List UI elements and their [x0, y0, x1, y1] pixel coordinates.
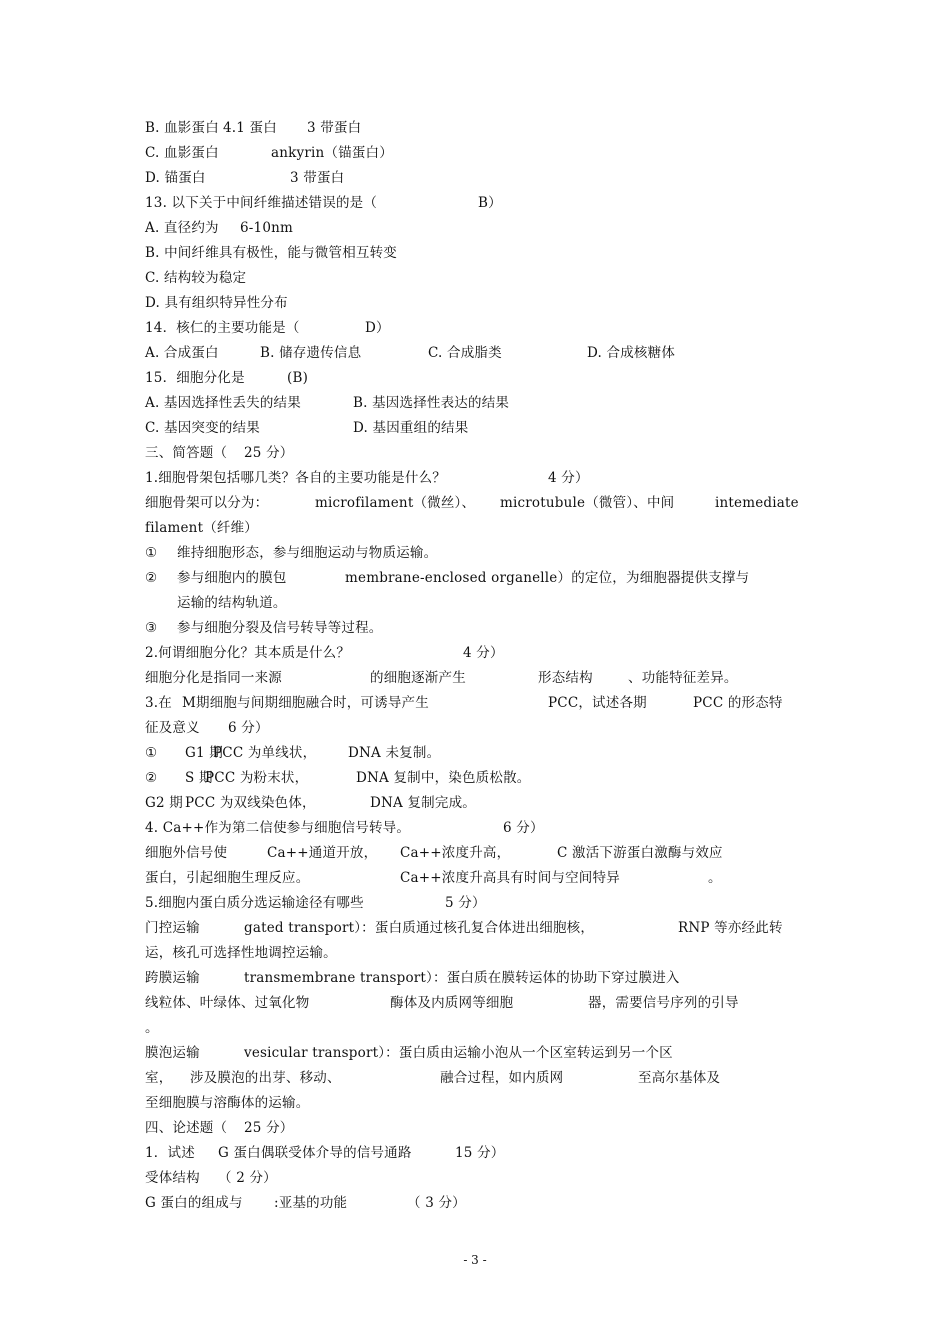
text-segment: ① — [145, 545, 158, 561]
text-segment: （ 3 分） — [407, 1195, 466, 1211]
page-number: - 3 - — [463, 1253, 487, 1267]
text-line — [0, 618, 950, 638]
text-segment: 维持细胞形态，参与细胞运动与物质运输。 — [177, 545, 438, 561]
text-line — [0, 1118, 950, 1138]
text-segment: 三、简答题（ — [145, 445, 228, 461]
text-segment: 25 分） — [244, 445, 294, 461]
text-segment: C. 结构较为稳定 — [145, 270, 247, 286]
text-segment: 25 分） — [244, 1120, 294, 1136]
text-segment: 4 分） — [463, 645, 504, 661]
text-segment: 器，需要信号序列的引导 — [588, 995, 739, 1011]
text-segment: B） — [478, 195, 502, 211]
text-line — [0, 468, 950, 488]
text-segment: 14．核仁的主要功能是（ — [145, 320, 300, 336]
text-segment: PCC 为双线染色体， — [185, 795, 316, 811]
text-segment: （ 2 分） — [218, 1170, 277, 1186]
text-line — [0, 593, 950, 613]
text-segment: 至细胞膜与溶酶体的运输。 — [145, 1095, 310, 1111]
text-segment: ② — [145, 570, 158, 586]
text-segment: 6 分） — [503, 820, 544, 836]
text-segment: 6 分） — [228, 720, 269, 736]
text-segment: 2.何谓细胞分化？其本质是什么？ — [145, 645, 351, 661]
text-segment: 细胞外信号使 — [145, 845, 228, 861]
text-line — [0, 643, 950, 663]
text-segment: ankyrin（锚蛋白） — [271, 145, 393, 161]
text-line — [0, 568, 950, 588]
text-segment: 酶体及内质网等细胞 — [390, 995, 514, 1011]
text-segment: 四、论述题（ — [145, 1120, 228, 1136]
text-line — [0, 668, 950, 688]
text-segment: M期细胞与间期细胞融合时，可诱导产生 — [182, 695, 429, 711]
text-segment: 参与细胞分裂及信号转导等过程。 — [177, 620, 383, 636]
text-segment: PCC 为粉末状， — [205, 770, 309, 786]
text-line — [0, 943, 950, 963]
text-line — [0, 118, 950, 138]
text-line — [0, 1043, 950, 1063]
text-line — [0, 168, 950, 188]
text-segment: A. 合成蛋白 — [145, 345, 219, 361]
text-segment: A. 基因选择性丢失的结果 — [145, 395, 301, 411]
text-segment: 线粒体、叶绿体、过氧化物 — [145, 995, 310, 1011]
text-line — [0, 418, 950, 438]
text-line — [0, 493, 950, 513]
text-segment: Ca++浓度升高具有时间与空间特异 — [400, 870, 620, 886]
text-line — [0, 368, 950, 388]
text-line — [0, 1018, 950, 1038]
text-line — [0, 1093, 950, 1113]
text-line — [0, 318, 950, 338]
text-segment: vesicular transport）：蛋白质由运输小泡从一个区室转运到另一个区 — [244, 1045, 673, 1061]
text-segment: B. 中间纤维具有极性，能与微管相互转变 — [145, 245, 398, 261]
text-segment: D. 锚蛋白 — [145, 170, 206, 186]
text-segment: microfilament（微丝）、 — [315, 495, 476, 511]
text-line — [0, 1168, 950, 1188]
text-segment: 15．细胞分化是 — [145, 370, 245, 386]
text-line — [0, 843, 950, 863]
text-segment: 6-10nm — [240, 220, 294, 236]
text-line — [0, 218, 950, 238]
text-line — [0, 518, 950, 538]
text-segment: B. 储存遗传信息 — [260, 345, 362, 361]
text-segment: ③ — [145, 620, 158, 636]
text-segment: filament（纤维） — [145, 520, 258, 536]
text-line — [0, 768, 950, 788]
text-line — [0, 818, 950, 838]
text-segment: 形态结构 — [538, 670, 593, 686]
text-line — [0, 268, 950, 288]
text-line — [0, 993, 950, 1013]
text-segment: intemediate — [715, 495, 799, 511]
text-segment: C. 血影蛋白 — [145, 145, 219, 161]
text-segment: RNP 等亦经此转 — [678, 920, 783, 936]
text-segment: S 期 — [185, 770, 213, 786]
text-segment: 参与细胞内的膜包 — [177, 570, 287, 586]
text-line — [0, 743, 950, 763]
text-segment: 至高尔基体及 — [638, 1070, 721, 1086]
text-segment: DNA 未复制。 — [348, 745, 441, 761]
text-segment: 1．试述 — [145, 1145, 195, 1161]
text-segment: membrane-enclosed organelle）的定位，为细胞器提供支撑与 — [345, 570, 750, 586]
text-line — [0, 968, 950, 988]
text-line — [0, 918, 950, 938]
text-segment: 蛋白，引起细胞生理反应。 — [145, 870, 310, 886]
text-segment: 受体结构 — [145, 1170, 200, 1186]
text-segment: PCC 的形态特 — [693, 695, 783, 711]
text-segment: C. 基因突变的结果 — [145, 420, 260, 436]
text-segment: A. 直径约为 — [145, 220, 219, 236]
text-line — [0, 1068, 950, 1088]
text-line — [0, 543, 950, 563]
text-line — [0, 718, 950, 738]
text-segment: C. 合成脂类 — [428, 345, 502, 361]
text-segment: 1.细胞骨架包括哪几类？各自的主要功能是什么？ — [145, 470, 446, 486]
text-line — [0, 793, 950, 813]
text-segment: 13. 以下关于中间纤维描述错误的是（ — [145, 195, 378, 211]
text-segment: B. 基因选择性表达的结果 — [353, 395, 510, 411]
text-segment: 跨膜运输 — [145, 970, 200, 986]
text-line — [0, 243, 950, 263]
text-segment: DNA 复制完成。 — [370, 795, 476, 811]
text-line — [0, 293, 950, 313]
text-segment: D. 基因重组的结果 — [353, 420, 469, 436]
text-segment: 3 带蛋白 — [290, 170, 345, 186]
text-line — [0, 143, 950, 163]
text-segment: 4. Ca++作为第二信使参与细胞信号转导。 — [145, 820, 411, 836]
text-segment: C 激活下游蛋白激酶与效应 — [557, 845, 723, 861]
text-segment: G1 期 — [185, 745, 223, 761]
text-segment: ② — [145, 770, 158, 786]
text-segment: 的细胞逐渐产生 — [370, 670, 466, 686]
text-segment: 运输的结构轨道。 — [177, 595, 287, 611]
text-segment: G 蛋白的组成与 — [145, 1195, 243, 1211]
text-segment: 、功能特征差异。 — [628, 670, 738, 686]
text-segment: D） — [365, 320, 390, 336]
text-segment: 运，核孔可选择性地调控运输。 — [145, 945, 337, 961]
text-line — [0, 393, 950, 413]
text-segment: 3 带蛋白 — [307, 120, 362, 136]
text-line — [0, 693, 950, 713]
text-segment: D. 具有组织特异性分布 — [145, 295, 288, 311]
text-segment: Ca++浓度升高， — [400, 845, 511, 861]
text-segment: 室， — [145, 1070, 173, 1086]
text-segment: G 蛋白偶联受体介导的信号通路 — [218, 1145, 412, 1161]
text-segment: microtubule（微管）、中间 — [500, 495, 675, 511]
text-segment: 5.细胞内蛋白质分选运输途径有哪些 — [145, 895, 364, 911]
text-line — [0, 868, 950, 888]
text-line — [0, 893, 950, 913]
text-segment: 15 分） — [455, 1145, 505, 1161]
text-segment: 细胞骨架可以分为： — [145, 495, 269, 511]
text-segment: 膜泡运输 — [145, 1045, 200, 1061]
text-segment: 4 分） — [548, 470, 589, 486]
text-line — [0, 1193, 950, 1213]
text-segment: :亚基的功能 — [274, 1195, 348, 1211]
text-segment: ① — [145, 745, 158, 761]
text-segment: 门控运输 — [145, 920, 200, 936]
text-segment: 融合过程，如内质网 — [440, 1070, 564, 1086]
text-line — [0, 343, 950, 363]
text-segment: gated transport）：蛋白质通过核孔复合体进出细胞核， — [244, 920, 595, 936]
text-segment: transmembrane transport）：蛋白质在膜转运体的协助下穿过膜进入 — [244, 970, 680, 986]
text-segment: PCC，试述各期 — [548, 695, 647, 711]
text-segment: G2 期 — [145, 795, 183, 811]
text-segment: PCC 为单线状， — [213, 745, 317, 761]
text-segment: 涉及膜泡的出芽、移动、 — [190, 1070, 341, 1086]
text-segment: 细胞分化是指同一来源 — [145, 670, 282, 686]
text-line — [0, 1143, 950, 1163]
text-segment: Ca++通道开放， — [267, 845, 378, 861]
text-segment: 4.1 蛋白 — [223, 120, 277, 136]
text-segment: D. 合成核糖体 — [587, 345, 676, 361]
text-segment: 。 — [708, 870, 722, 886]
text-segment: 5 分） — [445, 895, 486, 911]
text-segment: DNA 复制中，染色质松散。 — [356, 770, 531, 786]
text-segment: 征及意义 — [145, 720, 200, 736]
text-line — [0, 443, 950, 463]
text-segment: (B) — [287, 370, 309, 386]
text-line — [0, 193, 950, 213]
text-segment: 。 — [145, 1020, 159, 1036]
text-segment: B. 血影蛋白 — [145, 120, 219, 136]
text-segment: 3.在 — [145, 695, 172, 711]
